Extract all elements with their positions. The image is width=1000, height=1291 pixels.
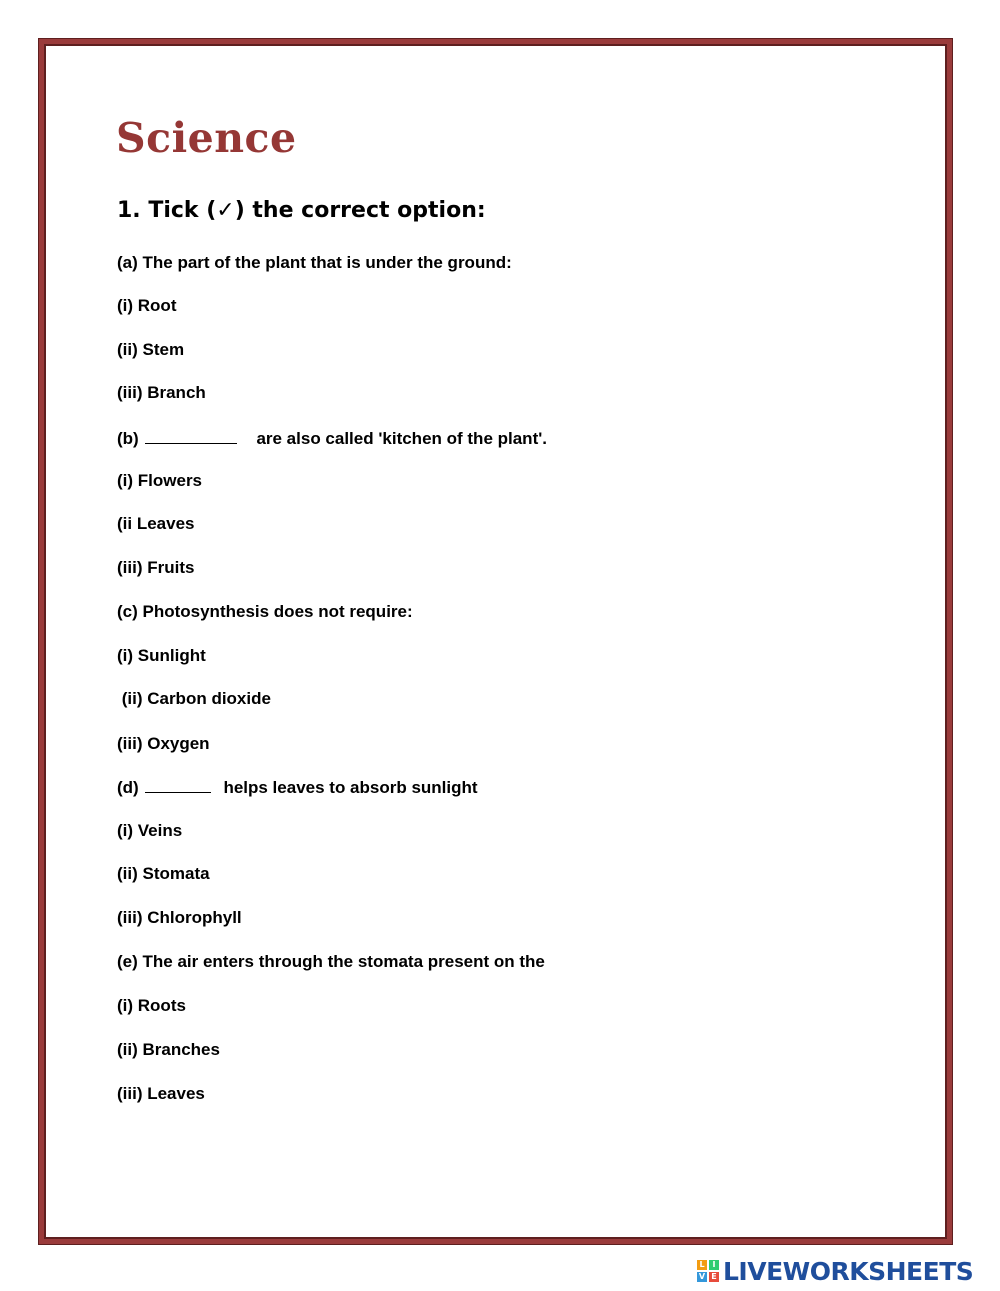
option-c-2: (ii) Carbon dioxide xyxy=(117,689,271,708)
option-c-3: (iii) Oxygen xyxy=(117,734,210,753)
option-e-2: (ii) Branches xyxy=(117,1040,220,1059)
question-b xyxy=(117,429,547,447)
liveworksheets-logo[interactable] xyxy=(697,1256,973,1286)
option-e-1: (i) Roots xyxy=(117,996,186,1015)
logo-mark xyxy=(697,1260,719,1282)
question-d-suffix: helps leaves to absorb sunlight xyxy=(223,778,478,797)
worksheet-title: Science xyxy=(116,114,297,162)
question-b-prefix: (b) xyxy=(117,429,144,448)
option-d-1: (i) Veins xyxy=(117,821,183,840)
question-a: (a) The part of the plant that is under the ground: xyxy=(117,253,512,272)
question-e: (e) The air enters through the stomata present on the xyxy=(117,952,545,971)
option-d-3: (iii) Chlorophyll xyxy=(117,908,242,927)
question-c: (c) Photosynthesis does not require: xyxy=(117,602,413,621)
answer-blank-b[interactable] xyxy=(145,429,237,444)
logo-tile-l: L xyxy=(697,1260,707,1270)
question-d xyxy=(117,778,478,796)
question-b-suffix: are also called 'kitchen of the plant'. xyxy=(256,429,547,448)
option-b-1: (i) Flowers xyxy=(117,471,203,490)
logo-tile-v: V xyxy=(698,1272,706,1281)
answer-blank-d[interactable] xyxy=(145,778,211,793)
option-a-2: (ii) Stem xyxy=(117,340,185,359)
question-d-prefix: (d) xyxy=(117,778,144,797)
option-c-1: (i) Sunlight xyxy=(117,646,206,665)
option-d-2: (ii) Stomata xyxy=(117,864,210,883)
logo-tile-e: E xyxy=(709,1272,719,1282)
section-heading: 1. Tick (✓) the correct option: xyxy=(117,198,486,223)
option-b-3: (iii) Fruits xyxy=(117,558,195,577)
option-a-3: (iii) Branch xyxy=(117,383,206,402)
option-b-2: (ii Leaves xyxy=(117,514,195,533)
option-e-3: (iii) Leaves xyxy=(117,1084,205,1103)
option-a-1: (i) Root xyxy=(117,296,177,315)
logo-tile-i: I xyxy=(709,1260,719,1270)
logo-text: LIVEWORKSHEETS xyxy=(723,1256,974,1286)
